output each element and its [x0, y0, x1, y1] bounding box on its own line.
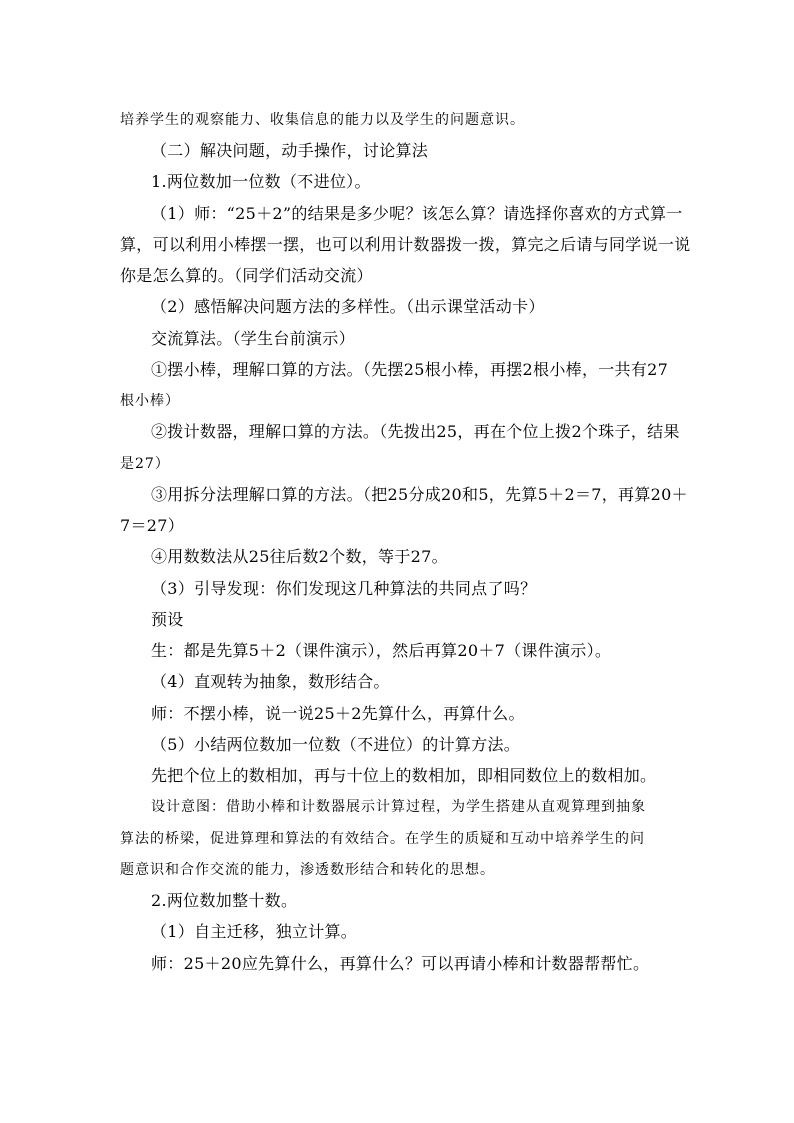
text-line-17: 预设	[151, 610, 184, 629]
text-line-14: 7＝27）	[120, 516, 185, 535]
design-intent-line-1: 设计意图：借助小棒和计数器展示计算过程，为学生搭建从直观算理到抽象	[151, 799, 646, 815]
subheading-1: 1.两位数加一位数（不进位）。	[151, 172, 371, 191]
text-line-8: 交流算法。（学生台前演示）	[151, 329, 355, 348]
text-line-27: （1）自主迁移，独立计算。	[151, 922, 358, 941]
text-line-7: （2）感悟解决问题方法的多样性。（出示课堂活动卡）	[151, 297, 545, 316]
text-line-28: 师：25＋20应先算什么，再算什么？可以再请小棒和计数器帮帮忙。	[151, 954, 650, 973]
text-line-9: ①摆小棒，理解口算的方法。（先摆25根小棒，再摆2根小棒，一共有27	[151, 360, 669, 379]
section-heading: （二）解决问题，动手操作，讨论算法	[151, 141, 429, 160]
text-line-6: 你是怎么算的。（同学们活动交流）	[120, 266, 373, 285]
text-line-16: （3）引导发现：你们发现这几种算法的共同点了吗？	[151, 579, 537, 598]
text-line-21: （5）小结两位数加一位数（不进位）的计算方法。	[151, 735, 521, 754]
text-line-10: 根小棒）	[120, 393, 180, 409]
text-line-12: 是27）	[120, 456, 170, 472]
text-line-5: 算，可以利用小棒摆一摆，也可以利用计数器拨一拨，算完之后请与同学说一说	[120, 235, 691, 254]
text-line-18: 生：都是先算5＋2（课件演示），然后再算20＋7（课件演示）。	[151, 641, 612, 660]
design-intent-line-3: 题意识和合作交流的能力，渗透数形结合和转化的思想。	[120, 862, 495, 878]
text-line-22: 先把个位上的数相加，再与十位上的数相加，即相同数位上的数相加。	[151, 766, 657, 785]
text-line-13: ③用拆分法理解口算的方法。（把25分成20和5，先算5＋2＝7，再算20＋	[151, 485, 688, 504]
text-line-20: 师：不摆小棒，说一说25＋2先算什么，再算什么。	[151, 704, 525, 723]
design-intent-line-2: 算法的桥梁，促进算理和算法的有效结合。在学生的质疑和互动中培养学生的问	[120, 831, 645, 847]
text-line-4: （1）师：“25＋2”的结果是多少呢？该怎么算？请选择你喜欢的方式算一	[151, 204, 683, 223]
text-line-11: ②拨计数器，理解口算的方法。（先拨出25，再在个位上拨2个珠子，结果	[151, 422, 680, 441]
text-line-19: （4）直观转为抽象，数形结合。	[151, 672, 390, 691]
text-line-1: 培养学生的观察能力、收集信息的能力以及学生的问题意识。	[120, 112, 525, 128]
subheading-2: 2.两位数加整十数。	[151, 891, 298, 910]
text-line-15: ④用数数法从25往后数2个数，等于27。	[151, 547, 448, 566]
